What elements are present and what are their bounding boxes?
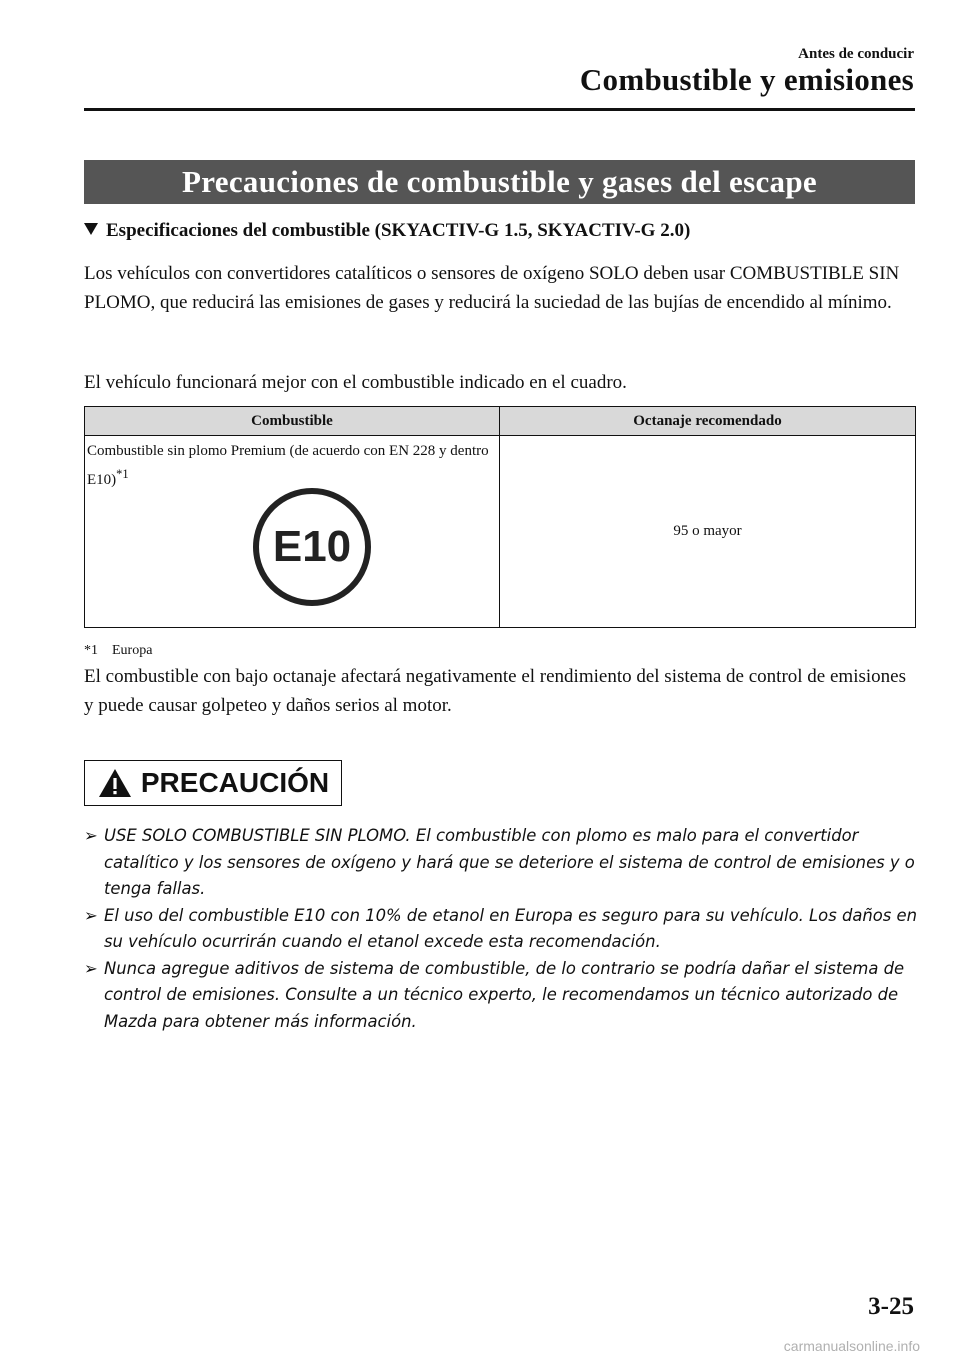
caution-list	[84, 823, 920, 1035]
list-item: ➢ Nunca agregue aditivos de sistema de combustible, de lo contrario se podría dañar el sistema de control de emisiones. Consulte a un técnico experto, le recomendamos un técnico autorizado de Mazda para obtener más información.	[84, 956, 920, 1036]
arrow-right-icon: ➢	[84, 826, 98, 845]
footnote-ref: *1	[116, 467, 129, 481]
watermark: carmanualsonline.info	[783, 1338, 920, 1354]
warning-triangle-icon	[97, 767, 133, 799]
fuel-cell	[85, 436, 500, 628]
fuel-table	[84, 406, 916, 628]
octane-cell: 95 o mayor	[500, 436, 916, 628]
header-chapter: Antes de conducir	[798, 46, 914, 62]
section-title: Precauciones de combustible y gases del escape	[182, 164, 817, 199]
subheading-text: Especificaciones del combustible (SKYACTIV-G 1.5, SKYACTIV-G 2.0)	[106, 220, 691, 241]
table-intro-paragraph: El vehículo funcionará mejor con el combustible indicado en el cuadro.	[84, 372, 627, 393]
list-item: ➢ USE SOLO COMBUSTIBLE SIN PLOMO. El combustible con plomo es malo para el convertidor catalítico y los sensores de oxígeno y hará que se deteriore el sistema de control de emisiones y o tenga fallas.	[84, 823, 920, 903]
header-octane: Octanaje recomendado	[500, 407, 916, 436]
table-row	[85, 436, 916, 628]
list-item: ➢ El uso del combustible E10 con 10% de etanol en Europa es seguro para su vehículo. Los daños en su vehículo ocurrirán cuando el etanol excede esta recomendación.	[84, 903, 920, 956]
section-banner	[84, 160, 915, 204]
fuel-description: Combustible sin plomo Premium (de acuerdo con EN 228 y dentro E10)$^{*1}$	[87, 443, 489, 488]
footnote	[84, 643, 152, 659]
caution-title: PRECAUCIÓN	[140, 767, 330, 798]
subheading	[84, 220, 915, 242]
e10-label-icon: E10	[253, 488, 371, 606]
header-title: Combustible y emisiones	[579, 62, 914, 97]
page-number: 3-25	[868, 1293, 914, 1320]
header-fuel: Combustible	[85, 407, 500, 436]
footnote-symbol: *1	[84, 643, 98, 658]
arrow-right-icon: ➢	[84, 905, 98, 925]
header-rule	[84, 108, 915, 111]
footnote-text: Europa	[112, 643, 153, 658]
intro-paragraph: Los vehículos con convertidores catalíticos o sensores de oxígeno SOLO deben usar COMBUSTIBLE SIN PLOMO, que reducirá las emisiones de gases y reducirá la suciedad de las bujías de encendido al mínimo.	[84, 263, 900, 313]
triangle-down-icon	[84, 223, 98, 235]
caution-box	[84, 760, 342, 806]
arrow-right-icon: ➢	[84, 958, 98, 978]
octane-note-paragraph: El combustible con bajo octanaje afectará negativamente el rendimiento del sistema de control de emisiones y puede causar golpeteo y daños serios al motor.	[84, 666, 906, 716]
table-header-row	[85, 407, 916, 436]
